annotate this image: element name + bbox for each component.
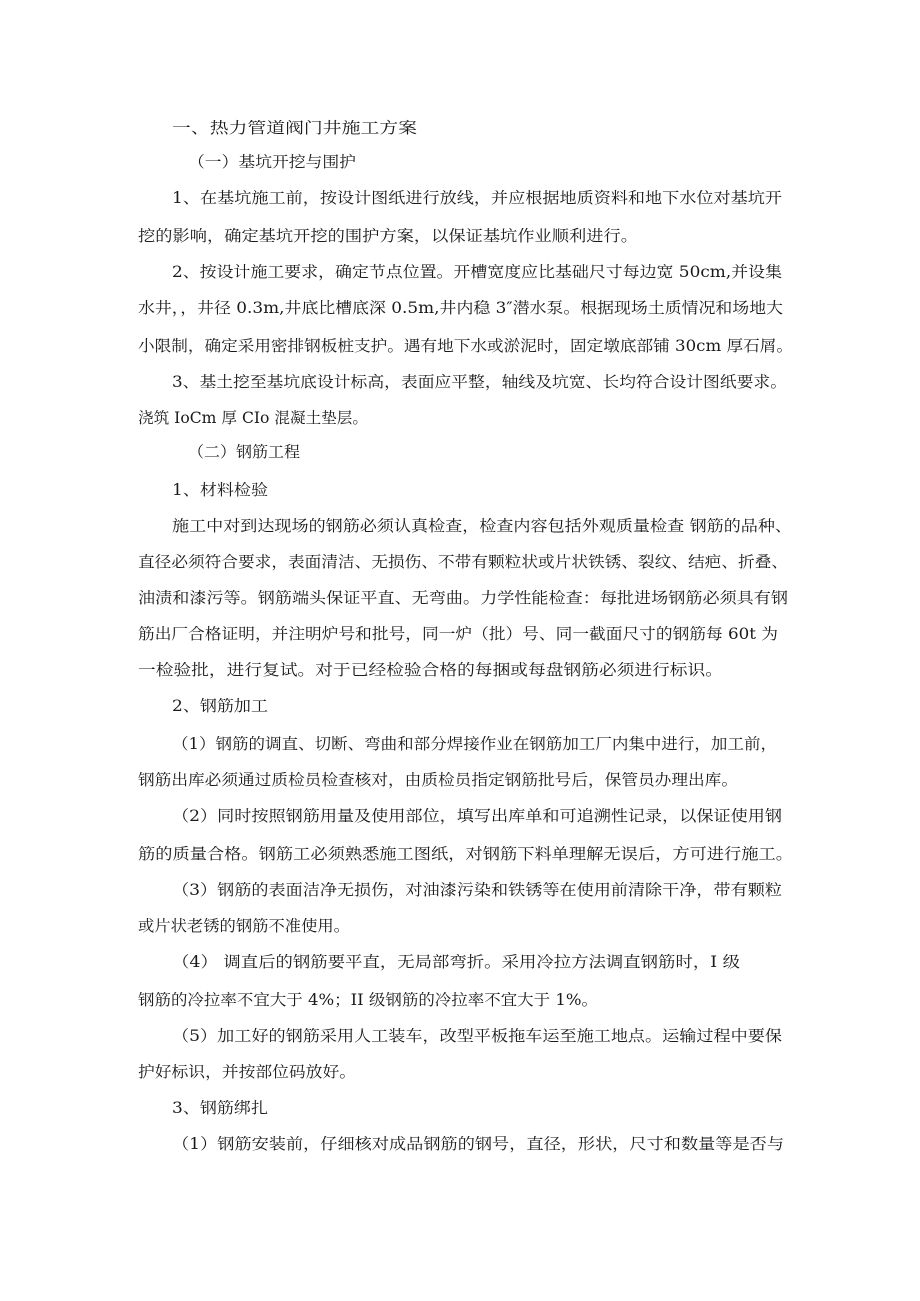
paragraph-line: 直径必须符合要求，表面清洁、无损伤、不带有颗粒状或片状铁锈、裂纹、结疤、折叠、 [138, 553, 788, 571]
paragraph-line: （2）同时按照钢筋用量及使用部位，填写出库单和可追溯性记录，以保证使用钢 [172, 807, 782, 825]
paragraph-line: 浇筑 IoCm 厚 CIo 混凝土垫层。 [138, 409, 368, 427]
paragraph-line: 水井，，井径 0.3m,井底比槽底深 0.5m,井内稳 3″潜水泵。根据现场土质情况和场地大 [138, 299, 783, 317]
document-heading: 一、热力管道阀门井施工方案 [172, 119, 417, 137]
paragraph-line: 1、在基坑施工前，按设计图纸进行放线，并应根据地质资料和地下水位对基坑开 [172, 189, 782, 207]
paragraph-line: 施工中对到达现场的钢筋必须认真检查，检查内容包括外观质量检查 钢筋的品种、 [172, 517, 792, 535]
paragraph-line: 小限制，确定采用密排钢板桩支护。遇有地下水或淤泥时，固定墩底部铺 30cm 厚石屑。 [138, 337, 794, 355]
section-title: （一）基坑开挖与围护 [188, 153, 356, 171]
paragraph-line: （1）钢筋的调直、切断、弯曲和部分焊接作业在钢筋加工厂内集中进行，加工前， [172, 735, 777, 753]
paragraph-line: 3、基土挖至基坑底设计标高，表面应平整，轴线及坑宽、长均符合设计图纸要求。 [172, 373, 787, 391]
paragraph-line: 或片状老锈的钢筋不准使用。 [138, 917, 350, 935]
subsection-title: 2、钢筋加工 [172, 697, 268, 715]
paragraph-line: 护好标识，并按部位码放好。 [138, 1063, 356, 1081]
paragraph-line: （3）钢筋的表面洁净无损伤，对油漆污染和铁锈等在使用前清除干净，带有颗粒 [172, 881, 782, 899]
paragraph-line: （4） 调直后的钢筋要平直，无局部弯折。采用冷拉方法调直钢筋时，I 级 [172, 953, 740, 971]
section-title: （二）钢筋工程 [188, 443, 300, 461]
paragraph-line: 挖的影响，确定基坑开挖的围护方案，以保证基坑作业顺利进行。 [138, 227, 638, 245]
paragraph-line: （1）钢筋安装前，仔细核对成品钢筋的钢号，直径，形状，尺寸和数量等是否与 [172, 1135, 784, 1153]
paragraph-line: 钢筋的冷拉率不宜大于 4%；II 级钢筋的冷拉率不宜大于 1%。 [138, 991, 598, 1009]
subsection-title: 1、材料检验 [172, 481, 268, 499]
paragraph-line: 一检验批，进行复试。对于已经检验合格的每捆或每盘钢筋必须进行标识。 [138, 661, 723, 679]
paragraph-line: 筋的质量合格。钢筋工必须熟悉施工图纸，对钢筋下料单理解无误后，方可进行施工。 [138, 845, 793, 863]
paragraph-line: 2、按设计施工要求，确定节点位置。开槽宽度应比基础尺寸每边宽 50cm,并设集 [172, 263, 782, 281]
paragraph-line: 油渍和漆污等。钢筋端头保证平直、无弯曲。力学性能检查：每批进场钢筋必须具有钢 [138, 589, 788, 607]
subsection-title: 3、钢筋绑扎 [172, 1099, 268, 1117]
paragraph-line: 钢筋出库必须通过质检员检查核对，由质检员指定钢筋批号后，保管员办理出库。 [138, 771, 738, 789]
paragraph-line: （5）加工好的钢筋采用人工装车，改型平板拖车运至施工地点。运输过程中要保 [172, 1027, 782, 1045]
paragraph-line: 筋出厂合格证明，并注明炉号和批号，同一炉（批）号、同一截面尺寸的钢筋每 60t 为 [138, 625, 778, 643]
